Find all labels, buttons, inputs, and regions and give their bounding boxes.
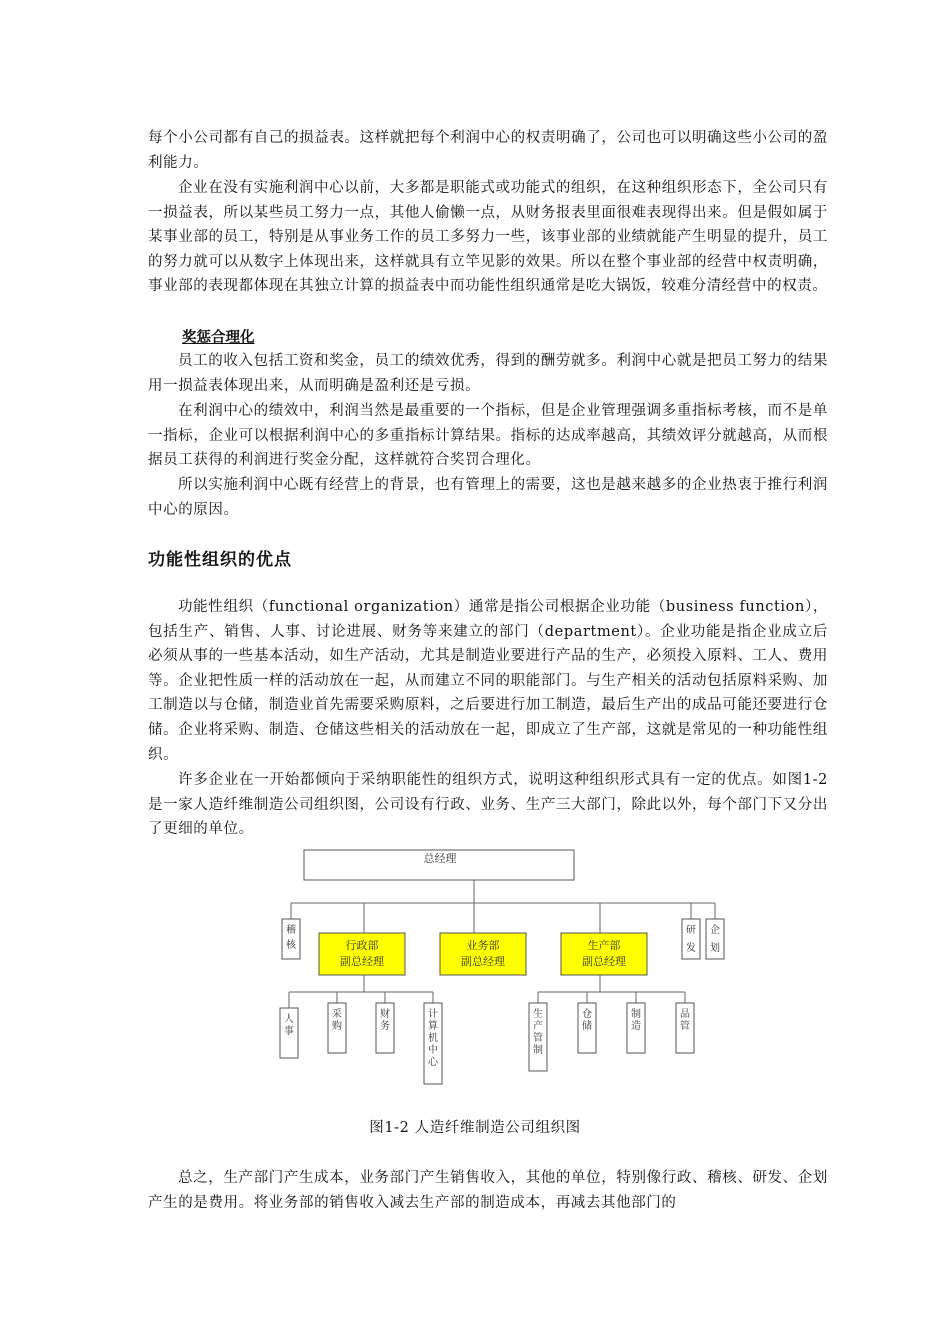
paragraph-performance: 在利润中心的绩效中，利润当然是最重要的一个指标，但是企业管理强调多重指标考核，而不是单一指标，企业可以根据利润中心的多重指标计算结果。指标的达成率越高，其绩效评分就越高，从而根据员工获得的利润进行奖金分配，这样就符合奖罚合理化。 <box>148 403 828 469</box>
admin-units <box>280 1003 442 1084</box>
paragraph-employee-income: 员工的收入包括工资和奖金，员工的绩效优秀，得到的酬劳就多。利润中心就是把员工努力的结果用一损益表体现出来，从而明确是盈利还是亏损。 <box>148 353 828 394</box>
planning-label-1: 企 <box>710 925 720 936</box>
audit-label-2: 核 <box>286 940 296 951</box>
paragraph-reason: 所以实施利润中心既有经营上的背景，也有管理上的需要，这也是越来越多的企业热衷于推行利润中心的原因。 <box>148 477 828 518</box>
admin-dept-label: 行政部 <box>345 939 379 952</box>
paragraph-functional-org: 功能性组织（functional organization）通常是指公司根据企业功能（business function），包括生产、销售、人事、讨论进展、财务等来建立的部门（department）。企业功能是指企业成立后必须从事的一些基本活动，如生产活动，尤其是制造业要进行产品的生产，必须投入原料、工人、费用等。企业把性质一样的活动放在一起，从而建立不同的职能部门。与生产相关的活动包括原料采购、加工制造以与仓储，制造业首先需要采购原料，之后要进行加工制造，最后生产出的成品可能还要进行仓储。企业将采购、制造、仓储这些相关的活动放在一起，即成立了生产部，这就是常见的一种功能性组织。 <box>148 599 828 763</box>
admin-unit-label: 财务 <box>380 1009 390 1032</box>
paragraph-summary: 总之，生产部门产生成本，业务部门产生销售收入，其他的单位，特别像行政、稽核、研发、企划产生的是费用。将业务部的销售收入减去生产部的制造成本，再减去其他部门的 <box>148 1170 828 1211</box>
subheading-reward-punishment: 奖惩合理化 <box>182 329 255 346</box>
sales-dept-title: 副总经理 <box>461 955 505 968</box>
planning-label-2: 划 <box>710 943 720 954</box>
audit-label-1: 稽 <box>286 925 296 936</box>
production-unit-label: 制造 <box>631 1009 641 1032</box>
general-manager-label: 总经理 <box>423 852 457 865</box>
admin-unit-label: 计算机中心 <box>428 1009 438 1068</box>
org-chart-figure <box>270 845 730 1095</box>
section-heading: 功能性组织的优点 <box>148 550 292 570</box>
production-units <box>529 1003 694 1071</box>
production-dept-label: 生产部 <box>587 939 621 952</box>
production-dept-title: 副总经理 <box>582 955 626 968</box>
figure-caption: 图1-2 人造纤维制造公司组织图 <box>369 1120 581 1136</box>
paragraph-example: 许多企业在一开始都倾向于采纳职能性的组织方式，说明这种组织形式具有一定的优点。如图1-2是一家人造纤维制造公司组织图，公司设有行政、业务、生产三大部门，除此以外，每个部门下又分出了更细的单位。 <box>148 772 828 838</box>
production-unit-label: 生产管制 <box>533 1009 543 1056</box>
rd-label-1: 研 <box>686 925 696 936</box>
production-unit-label: 仓储 <box>582 1009 592 1032</box>
rd-label-2: 发 <box>686 943 696 954</box>
production-unit-label: 品管 <box>680 1009 690 1032</box>
admin-unit-label: 采购 <box>332 1009 342 1032</box>
paragraph-small-company: 每个小公司都有自己的损益表。这样就把每个利润中心的权责明确了，公司也可以明确这些小公司的盈利能力。 <box>148 130 828 171</box>
paragraph-functional-before: 企业在没有实施利润中心以前，大多都是职能式或功能式的组织，在这种组织形态下，全公司只有一损益表，所以某些员工努力一点，其他人偷懒一点，从财务报表里面很难表现得出来。但是假如属于某事业部的员工，特别是从事业务工作的员工多努力一些，该事业部的业绩就能产生明显的提升，员工的努力就可以从数字上体现出来，这样就具有立竿见影的效果。所以在整个事业部的经营中权责明确，事业部的表现都体现在其独立计算的损益表中而功能性组织通常是吃大锅饭，较难分清经营中的权责。 <box>148 180 828 295</box>
admin-dept-title: 副总经理 <box>340 955 384 968</box>
admin-unit-label: 人事 <box>284 1014 294 1037</box>
sales-dept-label: 业务部 <box>466 939 500 952</box>
